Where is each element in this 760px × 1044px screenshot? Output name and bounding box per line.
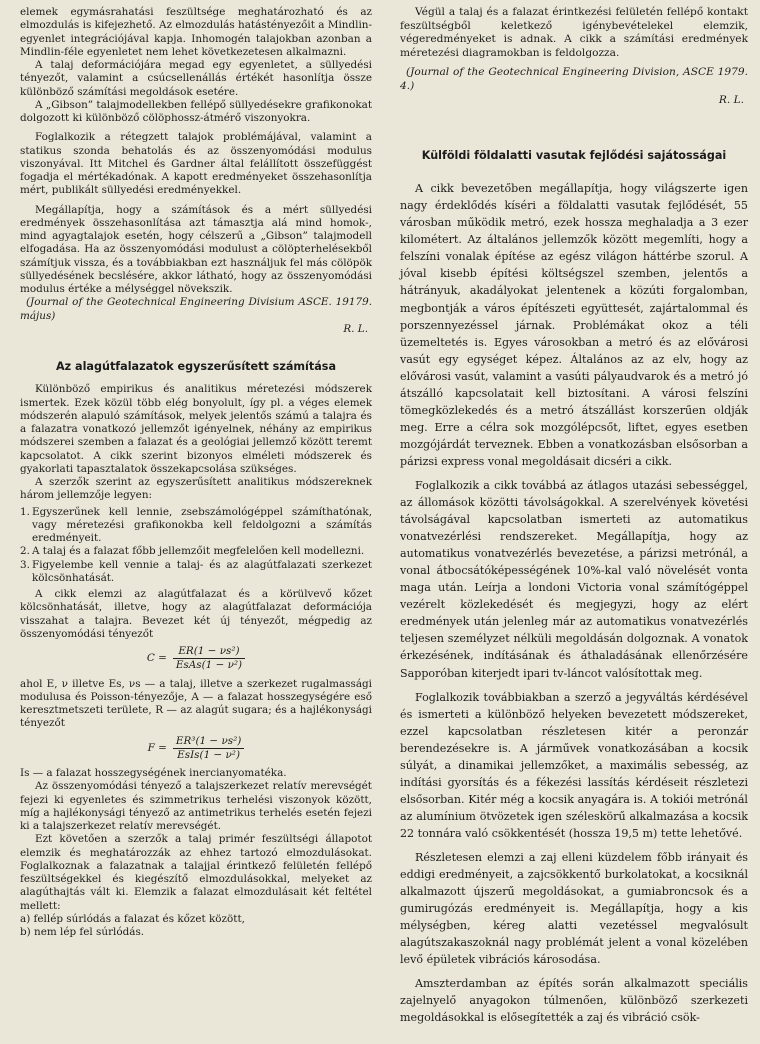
condition-item: b) nem lép fel súrlódás.	[20, 926, 145, 938]
author-signature: R. L.	[343, 322, 368, 335]
list-item: 1. Egyszerűnek kell lennie, zsebszámológéppel számíthatónak, vagy méretezési grafikonokba kell feldolgozni a számítás eredményeit.	[20, 505, 372, 544]
paragraph: Foglalkozik a cikk továbbá az átlagos utazási sebességgel, az állomások közötti távolságokkal. A szerelvények követési távolságával kapcsolatban ismerteti az automatikus vonatvezérlési rendszereket. Megállapítja, hogy az automatikus vonatvezérlés bevezetése, a párizsi metrónál, a vonal átbocsátóképességének 10%-kal való növelését vonta maga után. Leírja a londoni Victoria vonal számítógéppel vezérelt közlekedését és megjegyzi, hogy az elért eredmények után jelenleg már az automatikus vonatvezérlés teljesen személyzet nélküli megoldásán dolgoznak. A vonatok érkezésének, indításának és áthaladásának ellenőrzésére Sapporóban kiterjedt ipari tv-láncot valósítottak meg.	[400, 479, 748, 680]
list-item: 2. A talaj és a falazat főbb jellemzőit megfelelően kell modellezni.	[20, 545, 365, 558]
source-citation: (Journal of the Geotechnical Engineering Divisium ASCE. 19179. május)	[20, 296, 372, 322]
paragraph: Amszterdamban az építés során alkalmazott speciális zajelnyelő anyagokon túlmenően, különböző szerkezeti megoldásokkal is elősegítették a zaj és vibráció csök-	[400, 977, 748, 1025]
paragraph: A szerzők szerint az egyszerűsített analitikus módszereknek három jellemzője legyen:	[20, 476, 372, 502]
condition-item: a) fellép súrlódás a falazat és kőzet között,	[20, 912, 245, 925]
paragraph: Az összenyomódási tényező a talajszerkezet relatív merevségét fejezi ki egyenletes és szimmetrikus terhelési viszonyok között, míg a hajlékonysági tényező az antimetrikus terhelés esetén fejezi ki a talajszerkezet relatív merevségét.	[20, 780, 372, 832]
flexibility-factor-formula: F = $\frac{\text{ER³(1 − νs²)}}{\text{EsIs(1 − ν²)}}$	[20, 735, 372, 763]
requirements-list	[20, 506, 372, 586]
article-title: Az alagútfalazatok egyszerűsített számítása	[55, 360, 336, 373]
author-signature: R. L.	[718, 93, 744, 106]
paragraph: Is — a falazat hosszegységének inercianyomatéka.	[20, 767, 287, 779]
paragraph: Részletesen elemzi a zaj elleni küzdelem főbb irányait és eddigi eredményeit, a zajcsökkentő burkolatokat, a kocsiknál alkalmazott újszerű megoldásokat, a gumiabroncsok és a gumirugózás eredményeit is. Megállapítja, hogy a kis mélységben, kéreg alatti vezetéssel megvalósult alagútszakaszoknál nagy problémát jelent a vonal közelében levő épületek vibrációs károsodása.	[400, 850, 748, 967]
paragraph: Foglalkozik továbbiakban a szerző a jegyváltás kérdésével és ismerteti a különböző helyeken bevezetett módszereket, ezzel kapcsolatban részletesen kitér a peronzár berendezésekre is. A járművek vonatkozásában a kocsik súlyát, a dinamikai jellemzőket, a maximális sebesség, az indítási gyorsítás és a fékezési lassítás kérdéseit részletezi elsősorban. Kitér még a kocsik anyagára is. A tokiói metrónál az alumínium ötvözetek igen széleskörű alkalmazása a kocsik 22 tonnára való csökkentését (hossza 19,5 m) tette lehetővé.	[400, 690, 748, 840]
compression-factor-formula: C = $\frac{\text{ER(1 − νs²)}}{\text{EsAs(1 − ν²)}}$	[20, 645, 372, 673]
left-column	[20, 6, 372, 939]
paragraph: Ezt követően a szerzők a talaj primér feszültségi állapotot elemzik és meghatározzák az ehhez tartozó elmozdulásokat. Foglalkoznak a falazatnak a talajjal érintkező felületén fellépő feszültségekkel és kiegészítő elmozdulásokkal, melyeket az alagúthajtás vált ki. Elemzik a falazat elmozdulásait két feltétel mellett:	[20, 833, 372, 912]
paragraph: A talaj deformációjára megad egy egyenletet, a süllyedési tényezőt, valamint a csúcsellenállás értékét hasonlítja össze különböző számítási megoldások esetére.	[20, 59, 372, 98]
paragraph: A cikk bevezetőben megállapítja, hogy világszerte igen nagy érdeklődés kíséri a földalatti vasutak fejlődését, 55 városban működik metró, ezek hossza meghaladja a 3 ezer kilométert. Az általános jellemzők között megemlíti, hogy a felszíni vonalak építése az egész világon háttérbe szorul. A jóval kisebb építési költségszel szemben, jelentős a hátrányuk, akadályokat jelentenek a közúti forgalomban, megbontják a város építészeti együttesét, zajártalommal és porszennyezéssel járnak. Problémákat okoz a téli üzemeltetés is. Egyes városokban a metró és az elővárosi vasút egy egységet képez. Általános az az elv, hogy az elővárosi vasút, valamint a vasúti pályaudvarok és a metró jó átszálló kapcsolatait kell biztosítani. A városi felszíni tömegközlekedés és a metró átszállást korszerűen oldják meg. Erre a célra sok mozgólépcsőt, liftet, egyes esetben mozgójárdát terveznek. Ebben a vonatkozásban elsősorban a párizsi express vonal megoldásait dicséri a cikk.	[400, 182, 748, 468]
right-column	[400, 6, 748, 1026]
paragraph: Megállapítja, hogy a számítások és a mért süllyedési eredmények összehasonlítása azt támasztja alá mind homok-, mind agyagtalajok esetén, hogy célszerű a „Gibson” talajmodell elfogadása. Ha az összenyomódási modulust a cölöpterhelésekből számítjuk vissza, és a továbbiakban ezt használjuk fel más cölöpök süllyedésének becslésére, akkor látható, hogy az összenyomódási modulus értéke a mélységgel növekszik.	[20, 203, 372, 295]
paragraph: A cikk elemzi az alagútfalazat és a körülvevő kőzet kölcsönhatását, illetve, hogy az alagútfalazat deformációja visszahat a talajra. Bevezet két új tényezőt, mégpedig az összenyomódási tényezőt	[20, 588, 372, 640]
article-title: Külföldi földalatti vasutak fejlődési sajátosságai	[421, 149, 727, 163]
paragraph: A „Gibson” talajmodellekben fellépő süllyedésekre grafikonokat dolgozott ki különböző cölöphossz-átmérő viszonyokra.	[20, 98, 372, 124]
paragraph: Végül a talaj és a falazat érintkezési felületén fellépő kontakt feszültségből keletkező igénybevételekel elemzik, végeredményeket is adnak. A cikk a számítási eredmények méretezési diagramokban is feldolgozza.	[400, 6, 748, 59]
paragraph: Foglalkozik a rétegzett talajok problémájával, valamint a statikus szonda behatolás és az összenyomódási modulus viszonyával. Itt Mitchel és Gardner által felállított összefüggést fogadja el mértékadónak. A kapott eredményeket összehasonlítja mért, publikált süllyedési eredményekkel.	[20, 131, 372, 197]
paragraph: elemek egymásrahatási feszültsége meghatározható és az elmozdulás is kifejezhető. Az elmozdulás hatástényezőit a Mindlin-egyenlet integrációjával kapja. Inhomogén talajokban azonban a Mindlin-féle egyenletet nem lehet következetesen alkalmazni.	[20, 6, 372, 58]
source-citation: (Journal of the Geotechnical Engineering Division, ASCE 1979. 4.)	[400, 66, 748, 92]
list-item: 3. Figyelembe kell vennie a talaj- és az alagútfalazati szerkezet kölcsönhatását.	[20, 558, 372, 584]
paragraph: Különböző empirikus és analitikus méretezési módszerek ismertek. Ezek közül több elég bonyolult, így pl. a véges elemek módszerén alapuló számítások, melyek jelentős számú a talajra és a falazatra vonatkozó jellemzőt igényelnek, néhány az empirikus módszerei szemben a falazat és a geológiai jellemző között teremt kapcsolatot. A cikk szerint bizonyos elméleti módszerek és gyakorlati tapasztalatok összekapcsolása szükséges.	[20, 383, 372, 475]
paragraph: ahol E, ν illetve Es, νs — a talaj, illetve a szerkezet rugalmassági modulusa és Poisson-tényezője, A — a falazat hosszegységére eső keresztmetszeti területe, R — az alagút sugara; és a hajlékonysági tényezőt	[20, 677, 372, 730]
